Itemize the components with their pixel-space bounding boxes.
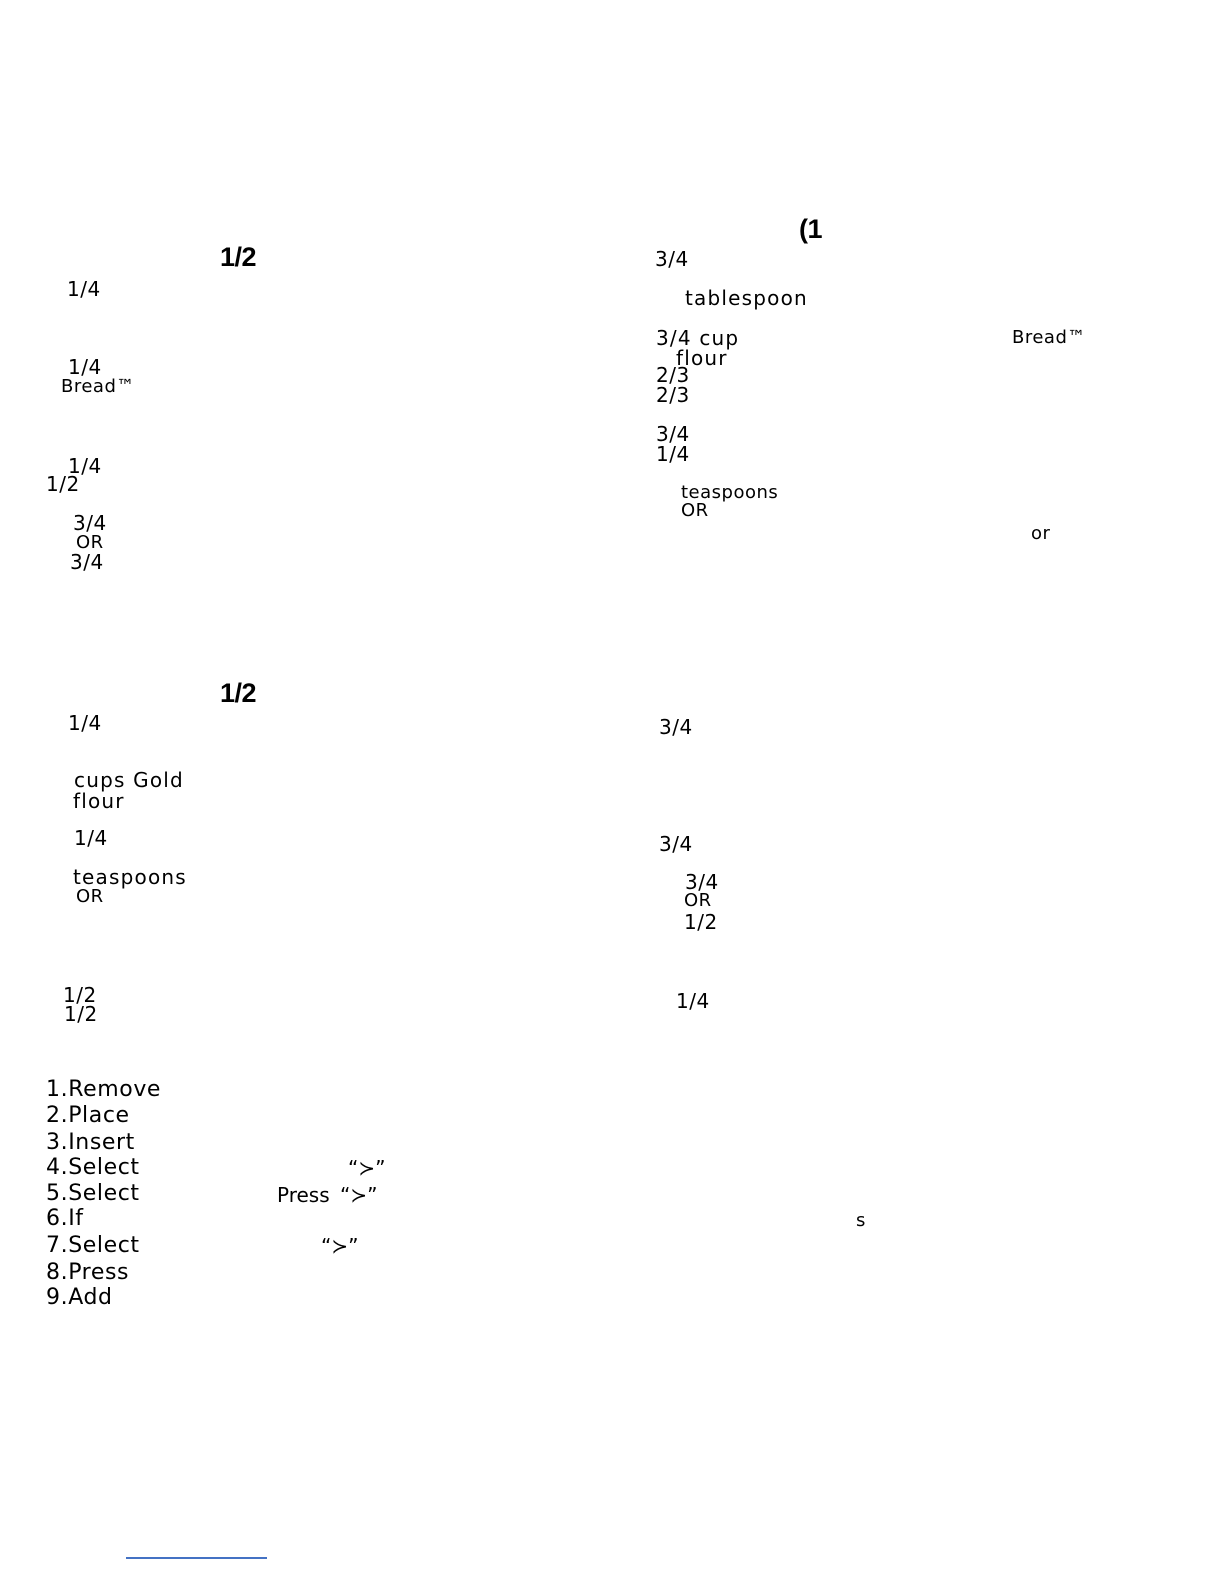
left-s2-line: teaspoons xyxy=(73,865,187,889)
stray-letter: s xyxy=(856,1210,866,1231)
left-s1-line: 3/4 xyxy=(73,511,107,535)
right-s1-line: OR xyxy=(681,500,709,521)
press-text: Press xyxy=(277,1183,330,1207)
left-s2-line: flour xyxy=(73,789,125,813)
arrow-symbol: “≻” xyxy=(348,1156,386,1180)
right-s1-line: teaspoons xyxy=(681,482,779,503)
left-s2-line: 1/2 xyxy=(64,1002,98,1026)
right-s1-line: 3/4 xyxy=(655,247,689,271)
step-item: 4.Select xyxy=(46,1155,140,1180)
step-item: 8.Press xyxy=(46,1260,130,1285)
left-s1-line: OR xyxy=(76,532,104,553)
arrow-symbol: “≻” xyxy=(321,1234,359,1258)
left-s2-line: cups Gold xyxy=(74,768,184,792)
right-s2-line: 1/2 xyxy=(684,910,718,934)
right-s2-line: 3/4 xyxy=(659,832,693,856)
right-s2-line: 1/4 xyxy=(676,989,710,1013)
left-section2-heading: 1/2 xyxy=(220,678,257,708)
footer-divider xyxy=(126,1557,267,1559)
left-section1-heading: 1/2 xyxy=(220,242,257,272)
right-s1-line: 3/4 cup xyxy=(656,326,740,350)
left-s1-line: 3/4 xyxy=(70,550,104,574)
left-s1-line: 1/4 xyxy=(67,277,101,301)
left-s2-line: 1/2 xyxy=(63,983,97,1007)
arrow-symbol: “≻” xyxy=(340,1183,378,1207)
step-item: 5.Select xyxy=(46,1181,140,1206)
right-s1-line: 2/3 xyxy=(656,383,690,407)
step-item: 7.Select xyxy=(46,1233,140,1258)
right-s1-line: tablespoon xyxy=(685,286,808,310)
left-s1-line: 1/4 xyxy=(68,454,102,478)
left-s2-line: OR xyxy=(76,886,104,907)
step-item: 2.Place xyxy=(46,1103,130,1128)
left-s2-line: 1/4 xyxy=(74,826,108,850)
left-s1-line: 1/2 xyxy=(46,472,80,496)
right-s2-line: OR xyxy=(684,890,712,911)
left-s1-line: 1/4 xyxy=(68,355,102,379)
right-s1-line: 2/3 xyxy=(656,363,690,387)
right-s1-line: Bread™ xyxy=(1012,327,1086,348)
right-s2-line: 3/4 xyxy=(685,870,719,894)
right-s1-line: 1/4 xyxy=(656,442,690,466)
left-s1-line: Bread™ xyxy=(61,376,135,397)
right-section1-heading: (1 xyxy=(799,214,823,244)
step-item: 6.If xyxy=(46,1206,84,1231)
left-s2-line: 1/4 xyxy=(68,711,102,735)
step-item: 9.Add xyxy=(46,1285,113,1310)
step-item: 3.Insert xyxy=(46,1130,135,1155)
right-s1-line: flour xyxy=(676,346,728,370)
right-s1-line: or xyxy=(1031,523,1051,544)
step-item: 1.Remove xyxy=(46,1077,162,1102)
right-s2-line: 3/4 xyxy=(659,715,693,739)
right-s1-line: 3/4 xyxy=(656,422,690,446)
